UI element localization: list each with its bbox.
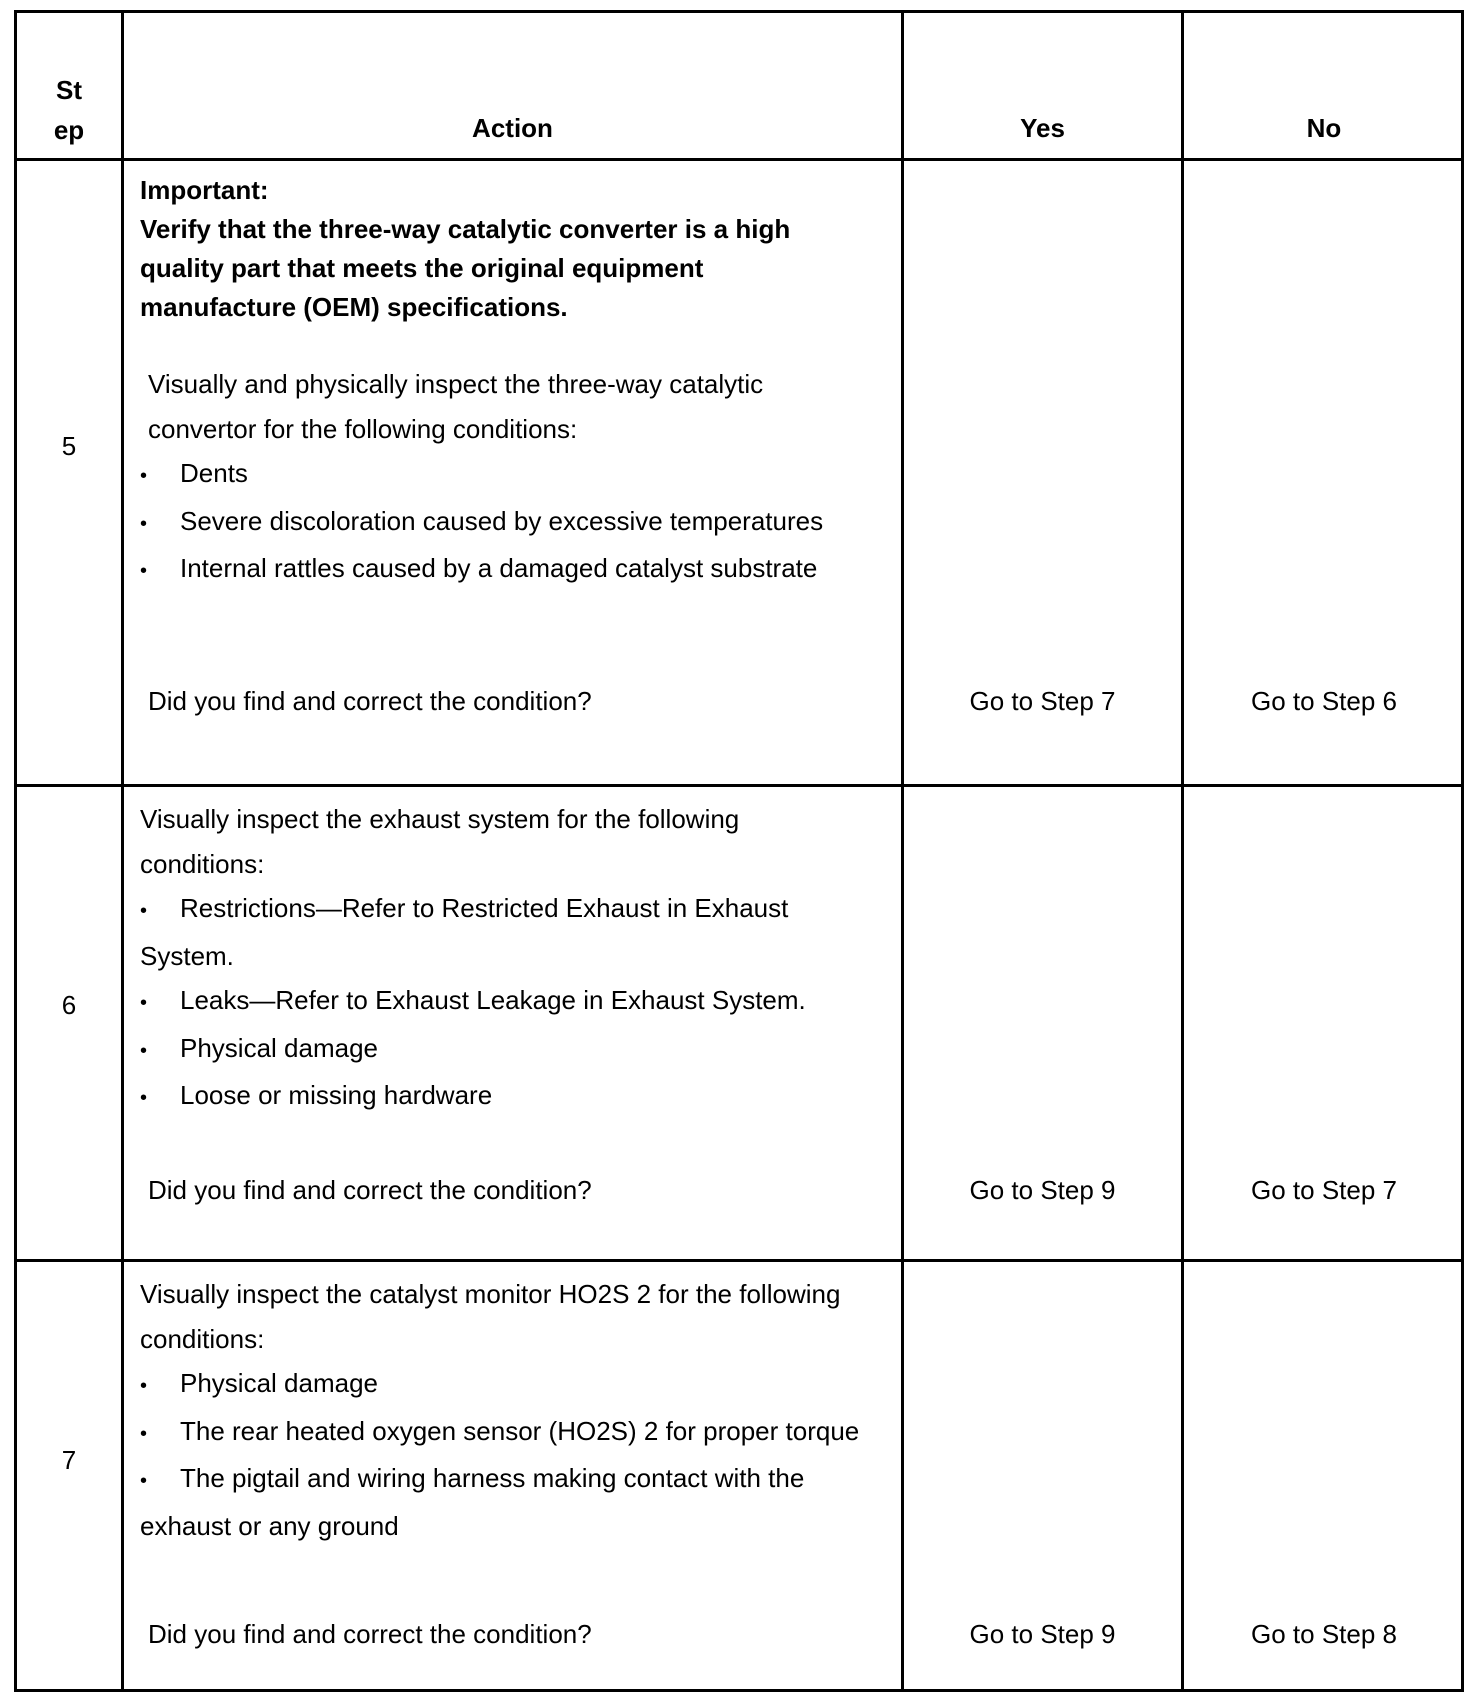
important-note	[140, 171, 861, 327]
diagnostic-table	[14, 10, 1464, 1692]
action-cell	[121, 161, 901, 784]
yes-cell	[901, 787, 1181, 1259]
action-text	[140, 171, 861, 594]
no-goto: Go to Step 7	[1251, 1175, 1397, 1205]
header-no: No	[1306, 113, 1342, 143]
table-row	[17, 787, 1461, 1262]
table-header-row	[17, 13, 1461, 161]
header-no-cell	[1181, 13, 1464, 158]
action-intro: Visually inspect the exhaust system for the following conditions:	[140, 804, 740, 879]
important-text: Verify that the three-way catalytic converter is a high quality part that meets the original equipment manufacture (OEM) specifications.	[140, 214, 791, 322]
action-cell	[121, 787, 901, 1259]
yes-cell	[901, 161, 1181, 784]
bullet-icon: •	[140, 1039, 148, 1062]
action-intro: Visually inspect the catalyst monitor HO2S 2 for the following conditions:	[140, 1279, 841, 1354]
list-item: • Leaks—Refer to Exhaust Leakage in Exhaust System.	[140, 978, 861, 1026]
list-item: • Loose or missing hardware	[140, 1073, 861, 1121]
bullet-icon: •	[140, 992, 148, 1014]
important-label: Important:	[140, 175, 269, 205]
list-item: • Physical damage	[140, 1026, 861, 1074]
bullet-icon: •	[140, 465, 148, 487]
yes-goto: Go to Step 7	[969, 686, 1116, 716]
list-item: • Dents	[140, 451, 861, 499]
bullet-icon: •	[140, 1375, 148, 1397]
step-number: 7	[61, 1445, 77, 1475]
action-text	[140, 1272, 861, 1548]
list-item: • Physical damage	[140, 1361, 861, 1409]
no-cell	[1181, 161, 1464, 784]
list-item: • The pigtail and wiring harness making contact with the exhaust or any ground	[140, 1456, 861, 1548]
no-cell	[1181, 1262, 1464, 1689]
no-cell	[1181, 787, 1464, 1259]
action-question: Did you find and correct the condition?	[148, 1175, 592, 1205]
header-action: Action	[472, 113, 553, 143]
header-yes-cell	[901, 13, 1181, 158]
action-text	[140, 797, 861, 1121]
step-cell	[17, 787, 121, 1259]
step-cell	[17, 1262, 121, 1689]
yes-goto: Go to Step 9	[969, 1619, 1116, 1649]
step-cell	[17, 161, 121, 784]
bullet-icon: •	[140, 1470, 148, 1492]
list-item: • Restrictions—Refer to Restricted Exhaust in Exhaust System.	[140, 886, 861, 978]
header-yes: Yes	[1020, 113, 1065, 143]
list-item: • Internal rattles caused by a damaged catalyst substrate	[140, 546, 861, 594]
header-step-cell	[17, 13, 121, 158]
yes-goto: Go to Step 9	[969, 1175, 1116, 1205]
step-number: 6	[61, 990, 77, 1020]
bullet-icon: •	[140, 900, 148, 922]
header-step: St ep	[53, 75, 85, 145]
no-goto: Go to Step 8	[1251, 1619, 1397, 1649]
bullet-icon: •	[140, 1087, 148, 1109]
table-row	[17, 1262, 1461, 1689]
bullet-icon: •	[140, 1422, 148, 1445]
action-intro: Visually and physically inspect the three-way catalytic convertor for the following conditions:	[148, 369, 764, 444]
action-cell	[121, 1262, 901, 1689]
table-row	[17, 161, 1461, 787]
list-item: • The rear heated oxygen sensor (HO2S) 2 for proper torque	[140, 1409, 861, 1457]
list-item: • Severe discoloration caused by excessive temperatures	[140, 499, 861, 547]
bullet-icon: •	[140, 560, 148, 582]
step-number: 5	[61, 431, 77, 461]
action-question: Did you find and correct the condition?	[148, 1619, 592, 1649]
no-goto: Go to Step 6	[1251, 686, 1397, 716]
action-question: Did you find and correct the condition?	[148, 686, 592, 716]
yes-cell	[901, 1262, 1181, 1689]
header-action-cell	[121, 13, 901, 158]
bullet-icon: •	[140, 512, 148, 535]
